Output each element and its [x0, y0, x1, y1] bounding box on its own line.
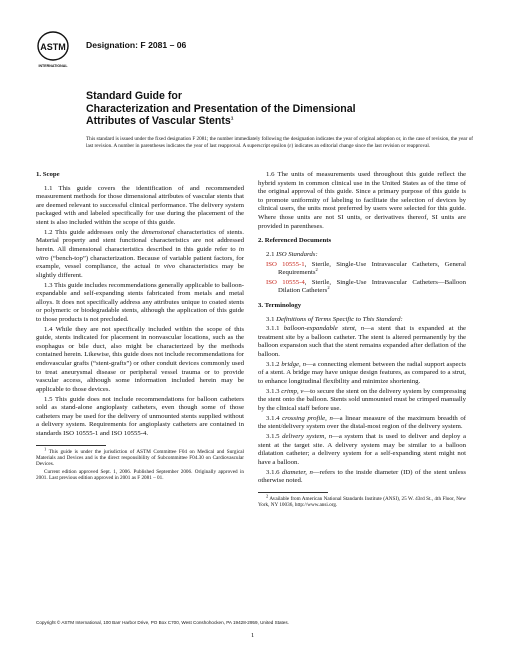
title-line-3: Attributes of Vascular Stents$^1$ — [86, 115, 234, 127]
section-heading-terminology: 3. Terminology — [258, 301, 302, 309]
title-line-2: Characterization and Presentation of the Dimensional — [86, 102, 356, 115]
svg-text:ASTM: ASTM — [40, 42, 66, 52]
footnote-2: $^2$ Available from American National Standards Institute (ANSI), 25 W. 43rd St., 4th Floor, New York, NY 10036, http://www.ansi.org. — [258, 493, 467, 509]
reference-link-iso-10555-4[interactable]: ISO 10555-4 — [266, 278, 305, 286]
definition-3-1-5: 3.1.5 delivery system, n—a system that is used to deliver and deploy a stent at the target site. A delivery system may be similar to a balloon dilatation catheter; a delivery system for a self-expanding stent might not have a balloon. — [258, 433, 466, 466]
title-line-1: Standard Guide for — [86, 90, 182, 102]
designation: Designation: F 2081 – 06 — [86, 40, 187, 50]
svg-text:INTERNATIONAL: INTERNATIONAL — [38, 64, 68, 68]
document-title — [86, 90, 486, 128]
definition-3-1-1: 3.1.1 balloon-expandable stent, n—a stent that is expanded at the treatment site by a balloon catheter. The stent is altered permanently by the balloon expansion such that the stent remains expanded after deflation of the balloon. — [258, 325, 466, 359]
reference-iso-10555-1: ISO 10555-1, Sterile, Single-Use Intravascular Catheters, General Requirements$^2$ — [266, 260, 466, 277]
paragraph-1-1: 1.1 This guide covers the identification of and recommended measurement methods for those dimensional attributes of vascular stents that are deemed relevant to successful clinical performance. The delivery system packaged with and labeled specifically for use during the placement of the stent is also included within the scope of this guide. — [36, 184, 244, 226]
paragraph-1-3: 1.3 This guide includes recommendations generally applicable to balloon-expandable and self-expanding stents fabricated from metals and metal alloys. It does not specifically address any attributes unique to coated stents or polymeric or biodegradable stents, although the application of this guide to those products is not precluded. — [36, 281, 244, 323]
paragraph-1-5: 1.5 This guide does not include recommendations for balloon catheters sold as stand-alone angioplasty catheters, even though some of those catheters may be used for the delivery of unmounted stents supplied without a delivery system. Requirements for angioplasty catheters are contained in standards ISO 10555-1 and ISO 10555-4. — [36, 395, 244, 437]
definition-3-1-4: 3.1.4 crossing profile, n—a linear measure of the maximum breadth of the stent/delivery system over the distal-most region of the delivery system. — [258, 414, 467, 431]
definition-3-1-2: 3.1.2 bridge, n—a connecting element between the radial support aspects of a stent. A bridge may have unique design features, as compared to a strut, to enhance longitudinal flexibility and minimize shortening. — [258, 360, 467, 386]
preamble: This standard is issued under the fixed designation F 2081; the number immediately following the designation indicates the year of original adoption or, in the case of revision, the year of last revision. A number in parentheses indicates the year of last reapproval. A superscript epsilon (ε) indicates an editorial change since the last revision or reapproval. — [86, 136, 474, 149]
reference-iso-10555-4: ISO 10555-4, Sterile, Single-Use Intravascular Catheters—Balloon Dilation Catheters$^2$ — [266, 278, 466, 295]
copyright-notice: Copyright © ASTM International, 100 Barr Harbor Drive, PO Box C700, West Conshohocken, PA 19428-2959, United States. — [36, 620, 289, 625]
paragraph-1-6: 1.6 The units of measurements used throughout this guide reflect the hybrid system in common clinical use in the United States as of the time of the original approval of this guide. Since a primary purpose of this guide is to promote uniformity of labeling to facilitate the selection of devices by clinical users, the units most preferred by users were selected for this guide. Where those units are not SI units, or derivatives thereof, SI units are provided in parentheses. — [258, 171, 466, 230]
footnote-1: $^1$ This guide is under the jurisdiction of ASTM Committee F04 on Medical and Surgical Materials and Devices and is the direct responsibility of Subcommittee F04.30 on Cardiovascular Devices. — [36, 445, 244, 468]
definition-3-1-3: 3.1.3 crimp, v—to secure the stent on the delivery system by compressing the stent onto the balloon. Stents sold unmounted must be crimped manually by the clinical staff before use. — [258, 387, 467, 412]
footnote-divider — [36, 445, 106, 446]
page-number: 1 — [251, 632, 255, 639]
definition-3-1-6: 3.1.6 diameter, n—refers to the inside diameter (ID) of the stent unless otherwise noted. — [258, 468, 467, 485]
astm-logo — [36, 30, 70, 70]
section-heading-scope: 1. Scope — [36, 171, 60, 178]
footnote-1-edition: Current edition approved Sept. 1, 2006. Published September 2006. Originally approved in 2001. Last previous edition approved in 2001 as F 2081 – 01. — [36, 468, 244, 482]
iso-standards-heading: 2.1 ISO Standards: — [266, 250, 318, 258]
paragraph-1-2: 1.2 This guide addresses only the dimensional characteristics of stents. Material property and stent functional characteristics are not addressed herein. All dimensional characteristics described in this guide refer to in vitro (“bench-top”) characterization. Because of variable patient factors, for example, vessel compliance, the actual in vivo characteristics may be slightly different. — [36, 228, 244, 279]
right-column — [258, 171, 466, 510]
left-column — [36, 171, 244, 483]
definition-3-1: 3.1 Definitions of Terms Specific to This Standard: — [266, 315, 403, 323]
reference-link-iso-10555-1[interactable]: ISO 10555-1 — [266, 260, 305, 268]
section-heading-references: 2. Referenced Documents — [258, 237, 332, 245]
paragraph-1-4: 1.4 While they are not specifically included within the scope of this guide, stents indicated for placement in nonvascular locations, such as the esophagus or bile duct, also might be characterized by the methods contained herein. Likewise, this guide does not include recommendations for endovascular grafts (“stent-grafts”) or other conduit devices commonly used to treat aneurysmal disease or peripheral vessel trauma or to provide vascular access, although some information included herein may be applicable to those devices. — [36, 325, 244, 393]
footnote-divider — [258, 492, 328, 493]
